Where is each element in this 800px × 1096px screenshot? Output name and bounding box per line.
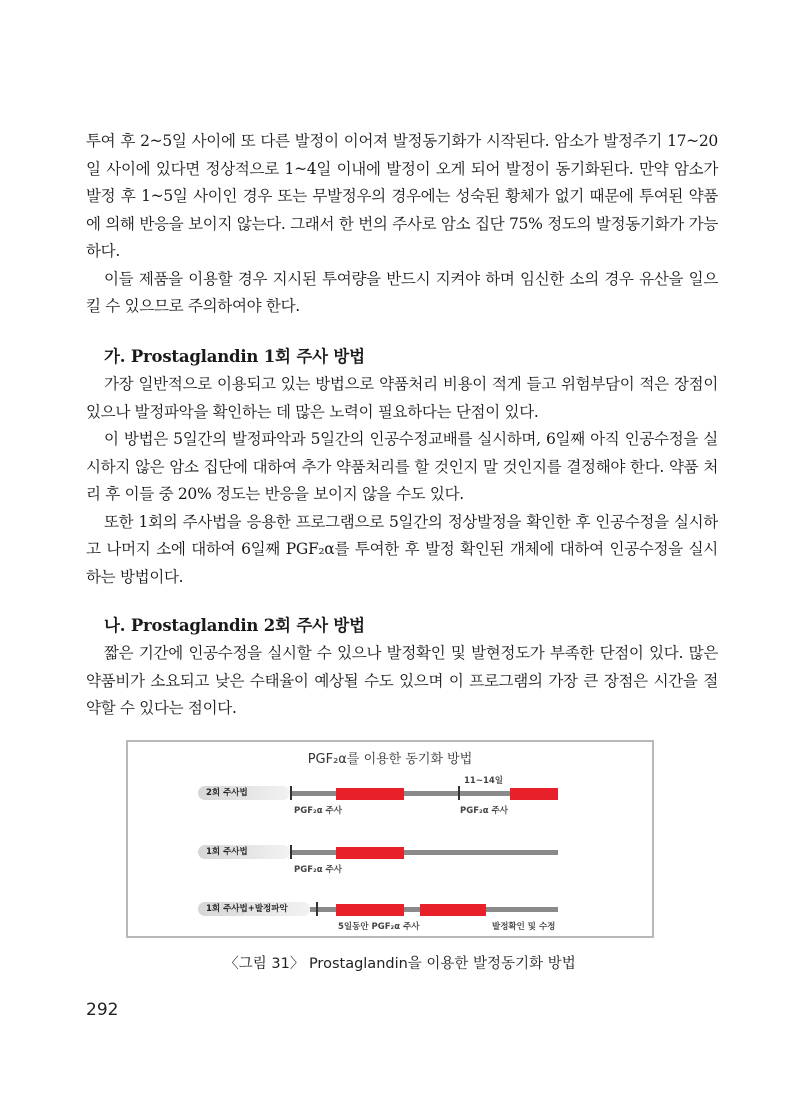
figure-caption: 〈그림 31〉 Prostaglandin을 이용한 발정동기화 방법 [224, 956, 576, 972]
treatment-period-bar [420, 904, 486, 916]
paragraph: 이 방법은 5일간의 발정파악과 5일간의 인공수정교배를 실시하며, 6일째 아직 인공수정을 실시하지 않은 암소 집단에 대하여 추가 약품처리를 할 것인지 말 것인지를 결정해야 한다. 약품 처리 후 이들 중 20% 정도는 반응을 보이지 않을 수도 있다. [86, 430, 718, 503]
paragraph: 짧은 기간에 인공수정을 실시할 수 있으나 발정확인 및 발현정도가 부족한 단점이 있다. 많은 약품비가 소요되고 낮은 수태율이 예상될 수도 있으며 이 프로그램의 가장 큰 장점은 시간을 절약할 수 있다는 점이다. [86, 644, 718, 717]
paragraph: 가장 일반적으로 이용되고 있는 방법으로 약품처리 비용이 적게 들고 위험부담이 적은 장점이 있으나 발정파악을 확인하는 데 많은 노력이 필요하다는 단점이 있다. [86, 375, 718, 421]
timeline-bar [290, 850, 558, 855]
paragraph: 이들 제품을 이용할 경우 지시된 투여량을 반드시 지켜야 하며 임신한 소의 경우 유산을 일으킬 수 있으므로 주의하여야 한다. [86, 269, 718, 315]
injection-tick [458, 786, 460, 800]
injection-annotation: PGF₂α 주사 [294, 865, 342, 875]
injection-tick [290, 845, 292, 859]
paragraph: 또한 1회의 주사법을 응용한 프로그램으로 5일간의 정상발정을 확인한 후 인공수정을 실시하고 나머지 소에 대하여 6일째 PGF₂α를 투여한 후 발정 확인된 개체에 대하여 인공수정을 실시하는 방법이다. [86, 512, 718, 586]
section-b [86, 612, 718, 723]
estrus-annotation: 발정확인 및 수정 [492, 922, 556, 932]
section-a [86, 343, 718, 591]
figure-title: PGF₂α를 이용한 동기화 방법 [307, 752, 473, 767]
section-heading: 나. Prostaglandin 2회 주사 방법 [104, 616, 365, 635]
section-heading: 가. Prostaglandin 1회 주사 방법 [104, 347, 365, 366]
injection-tick [316, 902, 318, 916]
treatment-period-bar [336, 904, 404, 916]
injection-annotation: PGF₂α 주사 [460, 806, 508, 816]
treatment-period-bar [510, 788, 558, 800]
paragraph: 투여 후 2~5일 사이에 또 다른 발정이 이어져 발정동기화가 시작된다. 암소가 발정주기 17~20일 사이에 있다면 정상적으로 1~4일 이내에 발정이 오게 되어 발정이 동기화된다. 만약 암소가 발정 후 1~5일 사이인 경우 또는 무발정우의 경우에는 성숙된 황체가 없기 때문에 투여된 약품에 의해 반응을 보이지 않는다. 그래서 한 번의 주사로 암소 집단 75% 정도의 발정동기화가 가능하다. [86, 132, 718, 260]
intro-text [86, 128, 718, 321]
interval-label: 11~14일 [464, 776, 503, 786]
figure-diagram [126, 740, 654, 938]
treatment-period-bar [336, 847, 404, 859]
page-number: 292 [86, 1000, 119, 1020]
row-label-one-injection: 1회 주사법 [198, 845, 290, 859]
injection-annotation: PGF₂α 주사 [294, 806, 342, 816]
treatment-period-bar [336, 788, 404, 800]
row-label-one-injection-estrus: 1회 주사법+발정파악 [198, 902, 310, 916]
injection-tick [290, 786, 292, 800]
injection-annotation: 5일동안 PGF₂α 주사 [338, 922, 420, 932]
row-label-two-injection: 2회 주사법 [198, 786, 290, 800]
